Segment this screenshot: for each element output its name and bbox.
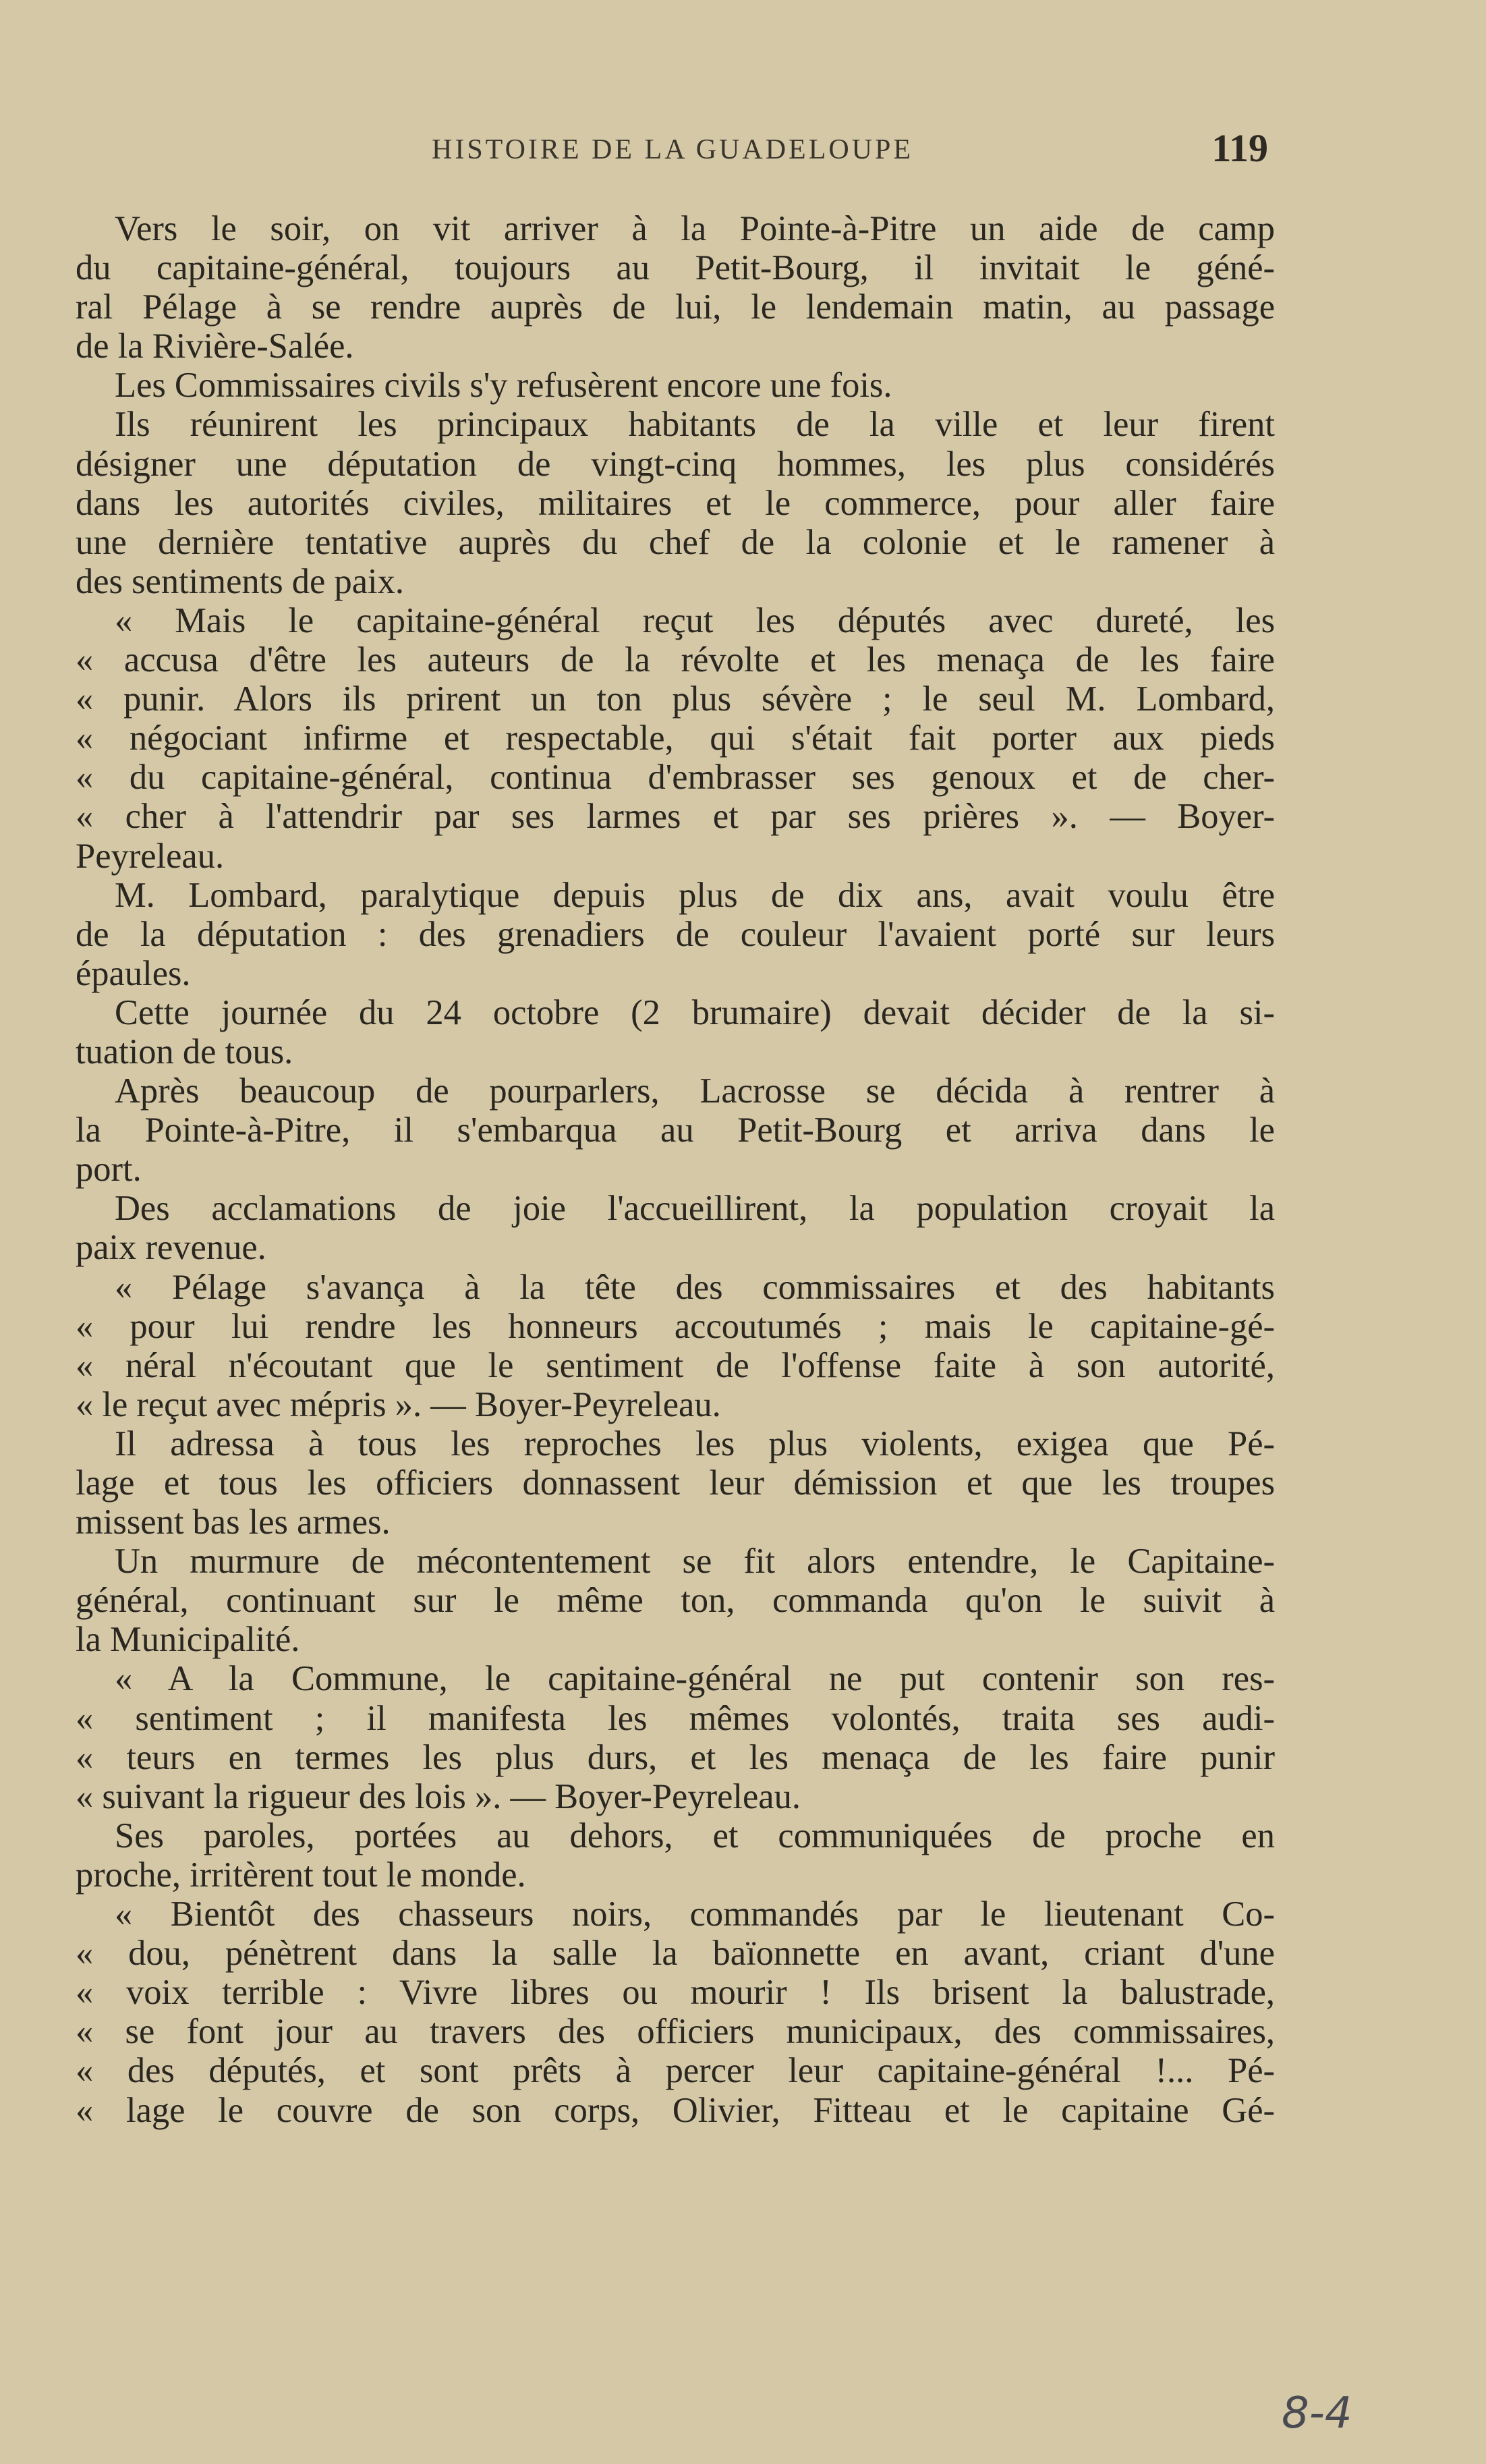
text-line: « suivant la rigueur des lois ». — Boyer-Peyreleau. xyxy=(76,1776,801,1816)
text-line: de la députation : des grenadiers de couleur l'avaient porté sur leurs xyxy=(76,914,1275,954)
text-line: dans les autorités civiles, militaires et le commerce, pour aller faire xyxy=(76,483,1275,523)
text-line: la Municipalité. xyxy=(76,1620,300,1660)
text-line: Vers le soir, on vit arriver à la Pointe-à-Pitre un aide de camp xyxy=(115,209,1275,248)
text-line: général, continuant sur le même ton, commanda qu'on le suivit à xyxy=(76,1581,1275,1621)
text-line: une dernière tentative auprès du chef de la colonie et le ramener à xyxy=(76,522,1275,562)
running-title: HISTOIRE DE LA GUADELOUPE xyxy=(432,134,914,165)
text-line: « punir. Alors ils prirent un ton plus sévère ; le seul M. Lombard, xyxy=(76,679,1275,719)
text-line: des sentiments de paix. xyxy=(76,561,404,601)
text-line: « lage le couvre de son corps, Olivier, Fitteau et le capitaine Gé- xyxy=(76,2090,1275,2130)
text-line: paix revenue. xyxy=(76,1228,266,1268)
text-line: désigner une députation de vingt-cinq hommes, les plus considérés xyxy=(76,444,1275,484)
text-line: « des députés, et sont prêts à percer leur capitaine-général !... Pé- xyxy=(76,2051,1275,2091)
text-line: « néral n'écoutant que le sentiment de l'offense faite à son autorité, xyxy=(76,1345,1275,1385)
text-line: Peyreleau. xyxy=(76,836,225,876)
text-line: Ses paroles, portées au dehors, et communiquées de proche en xyxy=(115,1816,1275,1855)
text-line: « cher à l'attendrir par ses larmes et par ses prières ». — Boyer- xyxy=(76,797,1275,837)
text-line: « négociant infirme et respectable, qui s'était fait porter aux pieds xyxy=(76,719,1275,758)
text-line: « Pélage s'avança à la tête des commissaires et des habitants xyxy=(115,1267,1275,1307)
text-line: « sentiment ; il manifesta les mêmes volontés, traita ses audi- xyxy=(76,1698,1275,1738)
text-line: lage et tous les officiers donnassent leur démission et que les troupes xyxy=(76,1463,1275,1503)
body-text xyxy=(76,209,1275,2130)
text-line: port. xyxy=(76,1150,142,1189)
text-line: « accusa d'être les auteurs de la révolte et les menaça de les faire xyxy=(76,640,1275,680)
text-line: missent bas les armes. xyxy=(76,1503,391,1542)
text-line: M. Lombard, paralytique depuis plus de dix ans, avait voulu être xyxy=(115,875,1275,915)
text-line: « le reçut avec mépris ». — Boyer-Peyreleau. xyxy=(76,1384,721,1424)
text-line: « du capitaine-général, continua d'embrasser ses genoux et de cher- xyxy=(76,758,1275,797)
text-line: « se font jour au travers des officiers municipaux, des commissaires, xyxy=(76,2012,1275,2052)
text-line: ral Pélage à se rendre auprès de lui, le lendemain matin, au passage xyxy=(76,287,1275,327)
text-line: Les Commissaires civils s'y refusèrent encore une fois. xyxy=(115,366,892,405)
text-line: la Pointe-à-Pitre, il s'embarqua au Petit-Bourg et arriva dans le xyxy=(76,1111,1275,1150)
text-line: « voix terrible : Vivre libres ou mourir ! Ils brisent la balustrade, xyxy=(76,1973,1275,2013)
text-line: Un murmure de mécontentement se fit alors entendre, le Capitaine- xyxy=(115,1542,1275,1581)
text-line: « dou, pénètrent dans la salle la baïonnette en avant, criant d'une xyxy=(76,1934,1275,1973)
text-line: du capitaine-général, toujours au Petit-Bourg, il invitait le géné- xyxy=(76,248,1275,288)
text-line: « Mais le capitaine-général reçut les députés avec dureté, les xyxy=(115,600,1275,640)
text-line: épaules. xyxy=(76,953,191,993)
text-line: Après beaucoup de pourparlers, Lacrosse se décida à rentrer à xyxy=(115,1071,1275,1111)
handwritten-margin-note: 8-4 xyxy=(1282,2388,1352,2438)
text-line: « A la Commune, le capitaine-général ne put contenir son res- xyxy=(115,1659,1275,1699)
text-line: Ils réunirent les principaux habitants de la ville et leur firent xyxy=(115,405,1275,445)
text-line: proche, irritèrent tout le monde. xyxy=(76,1855,526,1895)
text-line: tuation de tous. xyxy=(76,1032,293,1071)
text-line: Cette journée du 24 octobre (2 brumaire) devait décider de la si- xyxy=(115,992,1275,1032)
text-line: « Bientôt des chasseurs noirs, commandés par le lieutenant Co- xyxy=(115,1895,1275,1934)
text-line: Des acclamations de joie l'accueillirent, la population croyait la xyxy=(115,1189,1275,1229)
text-line: « teurs en termes les plus durs, et les menaça de les faire punir xyxy=(76,1737,1275,1777)
page-header xyxy=(432,121,1309,175)
text-line: Il adressa à tous les reproches les plus violents, exigea que Pé- xyxy=(115,1424,1275,1463)
page-number: 119 xyxy=(1211,126,1268,170)
text-line: de la Rivière-Salée. xyxy=(76,327,354,366)
text-line: « pour lui rendre les honneurs accoutumés ; mais le capitaine-gé- xyxy=(76,1306,1275,1346)
